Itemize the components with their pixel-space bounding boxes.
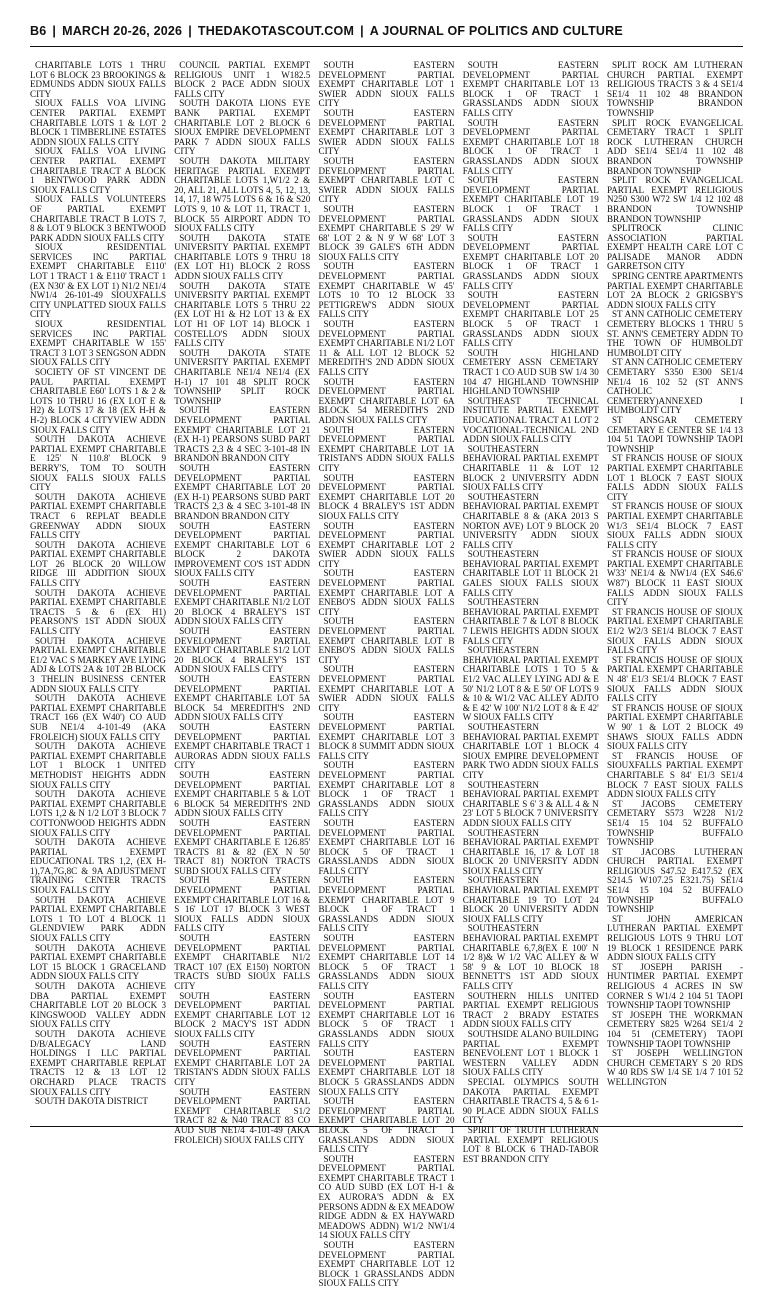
property-listing-entry: SOUTH EASTERN DEVELOPMENT PARTIAL EXEMPT CHARITABLE LOT 19 BLOCK 1 OF TRACT 1 GRASSLANDS ADDN SIOUX FALLS CITY [462,175,599,234]
property-listing-entry: SOUTHEASTERN BEHAVIORAL PARTIAL EXEMPT CHARITABLE 16, 17 & LOT 18 BLOCK 20 UNIVERSITY ADDN SIOUX FALLS CITY [462,827,599,876]
property-listing-entry: SOUTH EASTERN DEVELOPMENT PARTIAL EXEMPT CHARITABLE LOT A ENEBO'S ADDN SIOUX FALLS CITY [318,568,455,617]
property-listing-entry: SOUTH EASTERN DEVELOPMENT PARTIAL EXEMPT CHARITABLE LOT 16 & S 16' LOT 17 BLOCK 3 WEST SIOUX FALLS ADDN SIOUX FALLS CITY [174,875,311,934]
property-listing-entry: ST FRANCIS HOUSE OF SIOUX PARTIAL EXEMPT CHARITABLE W33' NE1/4 & NW1/4 (EX S46.6' W87') BLOCK 11 EAST SIOUX FALLS ADDN SIOUX FALLS CITY [607,549,743,608]
text-column-2 [174,60,311,1145]
property-listing-entry: SOUTH DAKOTA DISTRICT [35,1096,148,1107]
property-listing-entry: SPLIT ROCK EVANGELICAL CEMETARY TRACT 1 SPLIT ROCK LUTHERAN CHURCH ADD SE1/4 SE1/4 11 102 48 BRANDON TOWNSHIP BRANDON TOWNSHIP [607,117,743,176]
property-listing-entry: SPLIT ROCK EVANGELICAL PARTIAL EXEMPT RELIGIOUS N250 S300 W72 SW 1/4 12 102 48 BRANDON TOWNSHIP BRANDON TOWNSHIP [607,175,743,224]
property-listing-entry: SOUTH EASTERN DEVELOPMENT PARTIAL EXEMPT CHARITABLE LOT 20 (EX H-1) PEARSONS SUBD PART TRACTS 2,3 & 4 SEC 3-101-48 IN BRANDON BRANDON CITY [174,462,311,521]
property-listing-entry: SOUTH EASTERN DEVELOPMENT PARTIAL EXEMPT CHARITABLE LOT 1A TRISTAN'S ADDN SIOUX FALLS CITY [318,424,455,473]
property-listing-entry: SOUTH EASTERN DEVELOPMENT PARTIAL EXEMPT CHARITABLE N1/2 LOT 20 BLOCK 4 BRALEY'S 1ST ADDN SIOUX FALLS CITY [174,578,311,627]
property-listing-entry: SOUTHEASTERN BEHAVIORAL PARTIAL EXEMPT CHARITABLE LOT 1 BLOCK 4 SIOUX EMPIRE DEVELOPMENT PARK TWO ADDN SIOUX FALLS CITY [462,721,599,780]
property-listing-entry: SOUTH EASTERN DEVELOPMENT PARTIAL EXEMPT CHARITABLE LOT 18 BLOCK 5 GRASSLANDS ADDN SIOUX FALLS CITY [318,1048,455,1097]
property-listing-entry: SOUTH EASTERN DEVELOPMENT PARTIAL EXEMPT CHARITABLE LOT 18 BLOCK 1 OF TRACT 1 GRASSLANDS ADDN SIOUX FALLS CITY [462,117,599,176]
property-listing-entry: SIOUX RESIDENTIAL SERVICES INC PARTIAL EXEMPT CHARITABLE E110' LOT 1 TRACT 1 & E110' TRACT 1 (EX N30' & EX LOT 1) N1/2 NE1/4 NW1/4 26-101-49 SIOUXFALLS CITY UNPLATTED SIOUX FALLS CITY [30,242,166,320]
site-url[interactable]: THEDAKOTASCOUT.COM [197,24,355,38]
property-listing-entry: CHARITABLE LOTS 1 THRU LOT 6 BLOCK 23 BROOKINGS & EDMUNDS ADDN SIOUX FALLS CITY [30,60,166,99]
property-listing-entry: SOUTHEAST TECHNICAL INSTITUTE PARTIAL EXEMPT EDUCATIONAL TRACT A1 LOT 2 VOCATIONAL-TECHNICAL 2ND ADDN SIOUX FALLS CITY [462,395,599,445]
property-listing-entry: ST FRANCIS HOUSE OF SIOUX PARTIAL EXEMPT CHARITABLE E1/2 W2/3 SE1/4 BLOCK 7 EAST SIOUX FALLS ADDN SIOUX FALLS CITY [607,606,743,656]
property-listing-entry: ST JACOBS CEMETERY CEMETARY S573 W228 N1/2 SE1/4 15 104 52 BUFFALO TOWNSHIP BUFFALO TOWNSHIP [607,798,743,848]
property-listing-entry: SOUTH EASTERN DEVELOPMENT PARTIAL EXEMPT CHARITABLE LOT 3 SWIER ADDN SIOUX FALLS CITY [318,107,455,157]
property-listing-entry: SIOUX FALLS VOLUNTEERS OF PARTIAL EXEMPT CHARITABLE TRACT B LOTS 7, 8 & LOT 9 BLOCK 3 BENTWOOD PARK ADDN SIOUX FALLS CITY [30,194,166,243]
property-listing-entry: SOUTH DAKOTA ACHIEVE PARTIAL EXEMPT CHARITABLE TRACT 166 (EX W40') CO AUD SUB NE1/4 4-101-49 (AKA FROLEICH) SIOUX FALLS CITY [30,693,166,742]
property-listing-entry: SOUTHEASTERN BEHAVIORAL PARTIAL EXEMPT CHARITABLE LOT 11 BLOCK 21 GALES SIOUX FALLS SIOUX FALLS CITY [462,549,599,598]
property-listing-entry: SOUTH EASTERN DEVELOPMENT PARTIAL EXEMPT CHARITABLE LOT 21 (EX H-1) PEARSONS SUBD PART TRACTS 2,3 & 4 SEC 3-101-48 IN BRANDON BRANDON CITY [174,405,311,464]
text-column-1 [30,61,166,1124]
property-listing-entry: SOUTH DAKOTA ACHIEVE PARTIAL EXEMPT CHARITABLE TRACT 6 REPLAT BEADLE GREENWAY ADDN SIOUX FALLS CITY [30,491,166,541]
header-separator: | [52,24,57,38]
property-listing-entry: ST ANN CATHOLIC CEMETERY CEMETARY S350 E300 SE1/4 NE1/4 16 102 52 (ST ANN'S CATHOLIC CEMETERY)ANNEXED I HUMBOLDT CITY [607,357,743,416]
property-listing-entry: SOUTH DAKOTA STATE UNIVERSITY PARTIAL EXEMPT CHARITABLE LOTS 9 THRU 18 (EX LOT H1) BLOCK 2 ROSS ADDN SIOUX FALLS CITY [174,232,311,282]
property-listing-entry: ST JOSEPH PARISH - HUNTIMER PARTIAL EXEMPT RELIGIOUS 4 ACRES IN SW CORNER S W1/4 2 104 51 TAOPI TOWNSHIP TAOPI TOWNSHIP [607,961,743,1011]
property-listing-entry: COUNCIL PARTIAL EXEMPT RELIGIOUS UNIT 1 W182.5 BLOCK 2 PACE ADDN SIOUX FALLS CITY [174,60,311,99]
property-listing-entry: SOUTH EASTERN DEVELOPMENT PARTIAL EXEMPT CHARITABLE N1/2 TRACT 107 (EX E150) NORTON TRACTS SUBD SIOUX FALLS CITY [174,933,311,991]
property-listing-entry: ST JOSEPH WELLINGTON CHURCH CEMETARY S 20 RDS W 40 RDS SW 1/4 SE 1/4 7 101 52 WELLINGTON [607,1048,743,1087]
property-listing-entry: SOUTHEASTERN BEHAVIORAL PARTIAL EXEMPT CHARITABLE 8 & (AKA 2013 S NORTON AVE) LOT 9 BLOCK 20 UNIVERSITY ADDN SIOUX FALLS CITY [462,491,599,550]
property-listing-entry: SOUTH EASTERN DEVELOPMENT PARTIAL EXEMPT CHARITABLE LOT 16 BLOCK 5 OF TRACT 1 GRASSLANDS ADDN SIOUX FALLS CITY [318,990,455,1049]
property-listing-entry: SOUTH EASTERN DEVELOPMENT PARTIAL EXEMPT CHARITABLE S1/2 TRACT 82 & N40 TRACT 83 CO AUD SUB NE1/4 4-101-49 (AKA FROLEICH) SIOUX FALLS CITY [174,1086,311,1145]
property-listing-entry: SOUTH EASTERN DEVELOPMENT PARTIAL EXEMPT CHARITABLE LOT 2A TRISTAN'S ADDN SIOUX FALLS CITY [174,1038,311,1087]
page-header [30,20,745,42]
property-listing-entry: SOUTH DAKOTA ACHIEVE PARTIAL EXEMPT CHARITABLE E 125' N 110.8' BLOCK 9 BERRY'S, TOM TO SOUTH SIOUX FALLS SIOUX FALLS CITY [30,434,166,493]
property-listing-entry: SOUTH DAKOTA ACHIEVE PARTIAL EXEMPT CHARITABLE TRACTS 5 & 6 (EX H1) PEARSON'S 1ST ADDN SIOUX FALLS CITY [30,587,166,637]
issue-date: MARCH 20-26, 2026 [62,24,183,38]
property-listing-entry: SOUTH DAKOTA ACHIEVE PARTIAL EXEMPT CHARITABLE LOT 15 BLOCK 1 GRACELAND ADDN SIOUX FALLS CITY [30,942,166,982]
property-listing-entry: SOUTH EASTERN DEVELOPMENT PARTIAL EXEMPT CHARITABLE 5 & LOT 6 BLOCK 54 MEREDITH'S 2ND ADDN SIOUX FALLS CITY [174,769,311,819]
property-listing-entry: SOUTHEASTERN BEHAVIORAL PARTIAL EXEMPT CHARITABLE 7 & LOT 8 BLOCK 7 LEWIS HEIGHTS ADDN SIOUX FALLS CITY [462,597,599,646]
property-listing-entry: SOUTHERN HILLS UNITED PARTIAL EXEMPT RELIGIOUS TRACT 2 BRADY ESTATES ADDN SIOUX FALLS CITY [462,990,599,1030]
property-listing-entry: SOUTH EASTERN DEVELOPMENT PARTIAL EXEMPT CHARITABLE LOT 6 BLOCK 2 DAKOTA IMPROVEMENT CO'S 1ST ADDN SIOUX FALLS CITY [174,520,311,579]
property-listing-entry: SOUTH EASTERN DEVELOPMENT PARTIAL EXEMPT CHARITABLE LOT A SWIER ADDN SIOUX FALLS CITY [318,664,455,713]
property-listing-entry: SOUTH DAKOTA LIONS EYE BANK PARTIAL EXEMPT CHARITABLE LOT 2 BLOCK 6 SIOUX EMPIRE DEVELOPMENT PARK 7 ADDN SIOUX FALLS CITY [174,98,311,157]
property-listing-entry: SOUTHEASTERN BEHAVIORAL PARTIAL EXEMPT CHARITABLE 11 & LOT 12 BLOCK 2 UNIVERSITY ADDN SIOUX FALLS CITY [462,443,599,493]
property-listing-entry: SOUTH EASTERN DEVELOPMENT PARTIAL EXEMPT CHARITABLE TRACT 1 AURORAS ADDN SIOUX FALLS CITY [174,721,311,771]
property-listing-entry: SOUTH DAKOTA ACHIEVE PARTIAL EXEMPT EDUCATIONAL TRS 1,2, (EX H-1),7A,7G,8C & 9A ADJUSTMENT TRAINING CENTER TRACTS SIOUX FALLS CITY [30,837,166,896]
property-listing-entry: SOUTH EASTERN DEVELOPMENT PARTIAL EXEMPT CHARITABLE LOT 20 BLOCK 1 OF TRACT 1 GRASSLANDS ADDN SIOUX FALLS CITY [462,232,599,291]
property-listing-entry: ST FRANCIS HOUSE OF SIOUX PARTIAL EXEMPT CHARITABLE W1/3 SE1/4 BLOCK 7 EAST SIOUX FALLS ADDN SIOUX FALLS CITY [607,501,743,550]
property-listing-entry: ST FRANCIS HOUSE OF SIOUX PARTIAL EXEMPT CHARITABLE LOT 1 BLOCK 7 EAST SIOUX FALLS ADDN SIOUX FALLS CITY [607,453,743,502]
property-listing-entry: SOUTH EASTERN DEVELOPMENT PARTIAL EXEMPT CHARITABLE LOT 14 BLOCK 5 OF TRACT 1 GRASSLANDS ADDN SIOUX FALLS CITY [318,933,455,991]
property-listing-entry: SOUTH DAKOTA ACHIEVE DBA PARTIAL EXEMPT CHARITABLE LOT 20 BLOCK 3 KINGSWOOD VALLEY ADDN SIOUX FALLS CITY [30,981,166,1030]
text-column-5 [607,61,743,1124]
property-listing-entry: SPIRIT OF TRUTH LUTHERAN PARTIAL EXEMPT RELIGIOUS LOT 8 BLOCK 6 THAD-TABOR EST BRANDON CITY [462,1124,599,1164]
property-listing-entry: SOUTH EASTERN DEVELOPMENT PARTIAL EXEMPT CHARITABLE LOT 8 BLOCK 1 OF TRACT 1 GRASSLANDS ADDN SIOUX FALLS CITY [318,760,455,819]
property-listing-entry: SIOUX FALLS VOA LIVING CENTER PARTIAL EXEMPT CHARITABLE LOTS 1 & LOT 2 BLOCK 1 TIMBERLINE ESTATES ADDN SIOUX FALLS CITY [30,98,166,147]
property-listing-entry: ST FRANCIS HOUSE OF SIOUX PARTIAL EXEMPT CHARITABLE W 90' 1 & LOT 2 BLOCK 49 SHAWS SIOUX FALLS ADDN SIOUX FALLS CITY [607,702,743,752]
header-separator: | [360,24,364,38]
property-listing-entry: SOUTH EASTERN DEVELOPMENT PARTIAL EXEMPT CHARITABLE LOT 2 SWIER ADDN SIOUX FALLS CITY [318,520,455,569]
property-listing-entry: ST JOSEPH THE WORKMAN CEMETERY S825 W264 SE1/4 2 104 51 (CEMETERY) TAOPI TOWNSHIP TAOPI TOWNSHIP [607,1009,743,1049]
property-listing-entry: SOUTHEASTERN BEHAVIORAL PARTIAL EXEMPT CHARITABLE S 6' 3 & ALL 4 & N 23' LOT 5 BLOCK 7 UNIVERSITY ADDN SIOUX FALLS CITY [462,779,599,828]
property-listing-entry: SIOUX RESIDENTIAL SERVICES INC PARTIAL EXEMPT CHARITABLE W 155' TRACT 3 LOT 3 SENGSON ADDN SIOUX FALLS CITY [30,319,166,368]
footer-rule [30,1126,743,1127]
text-column-3 [318,60,455,1289]
property-listing-entry: SPRING CENTRE APARTMENTS PARTIAL EXEMPT CHARITABLE LOT 2A BLOCK 2 GRIGSBY'S ADDN SIOUX FALLS CITY [607,271,744,310]
property-listing-entry: SOUTH DAKOTA ACHIEVE PARTIAL EXEMPT CHARITABLE LOT 26 BLOCK 20 WILLOW RIDGE III ADDITION SIOUX FALLS CITY [30,539,166,589]
property-listing-entry: SPECIAL OLYMPICS SOUTH DAKOTA PARTIAL EXEMPT CHARITABLE TRACTS 4, 5 & 6 1-90 PLACE ADDN SIOUX FALLS CITY [462,1076,599,1126]
property-listing-entry: SOUTH EASTERN DEVELOPMENT PARTIAL EXEMPT CHARITABLE LOT 6A BLOCK 54 MEREDITH'S 2ND ADDN SIOUX FALLS CITY [318,376,455,425]
property-listing-entry: SOUTH EASTERN DEVELOPMENT PARTIAL EXEMPT CHARITABLE TRACT 1 CO AUD SUBD (EX LOT H-1 & EX AURORA'S ADDN & EX PERSONS ADDN & EX MEADOW RIDGE ADDN & EX HAYWARD MEADOWS ADDN) W1/2 NW1/4 14 SIOUX FALLS CITY [318,1153,455,1241]
property-listing-entry: SOUTH EASTERN DEVELOPMENT PARTIAL EXEMPT CHARITABLE LOT 1 SWIER ADDN SIOUX FALLS CITY [318,60,455,109]
property-listing-entry: SOUTH EASTERN DEVELOPMENT PARTIAL EXEMPT CHARITABLE N1/2 LOT 11 & ALL LOT 12 BLOCK 52 MEREDITH'S 2ND ADDN SIOUX FALLS CITY [318,319,455,377]
property-listing-entry: SOUTH EASTERN DEVELOPMENT PARTIAL EXEMPT CHARITABLE LOT C SWIER ADDN SIOUX FALLS CITY [318,155,455,205]
property-listing-entry: SOUTH DAKOTA ACHIEVE PARTIAL EXEMPT CHARITABLE E1/2 VAC S MARKEY AVE LYING ADJ & LOTS 2A & 10T 2B BLOCK 3 THELIN BUSINESS CENTER ADDN SIOUX FALLS CITY [30,635,166,694]
property-listing-entry: SOUTH DAKOTA ACHIEVE PARTIAL EXEMPT CHARITABLE LOTS 1,2 & N 1/2 LOT 3 BLOCK 7 COTTONWOOD HEIGHTS ADDN SIOUX FALLS CITY [30,789,166,838]
property-listing-entry: SOUTH EASTERN DEVELOPMENT PARTIAL EXEMPT CHARITABLE LOT 25 BLOCK 5 OF TRACT 1 GRASSLANDS ADDN SIOUX FALLS CITY [462,290,599,349]
property-listing-entry: SOUTH EASTERN DEVELOPMENT PARTIAL EXEMPT CHARITABLE S1/2 LOT 20 BLOCK 4 BRALEY'S 1ST ADDN SIOUX FALLS CITY [174,626,311,675]
property-listing-entry: SOUTHEASTERN BEHAVIORAL PARTIAL EXEMPT CHARITABLE LOTS 1 TO 5 & E1/2 VAC ALLEY LYING ADJ & E 50' N1/2 LOT 8 & E 50' OF LOTS 9 & 10 & W1/2 VAC ALLEY ADJTO & E 42' W 100' N1/2 LOT 8 & E 42' W SIOUX FALLS CITY [462,645,599,723]
property-listing-entry: ST JACOBS LUTHERAN CHURCH PARTIAL EXEMPT RELIGIOUS S47.52 E417.52 (EX S214.5 W107.25 E321.75) SE1/4 SE1/4 15 104 52 BUFFALO TOWNSHIP BUFFALO TOWNSHIP [607,846,743,915]
property-listing-entry: ST FRANCIS HOUSE OF SIOUX PARTIAL EXEMPT CHARITABLE N 48' E1/3 SE1/4 BLOCK 7 EAST SIOUX FALLS ADDN SIOUX FALLS CITY [607,654,743,704]
header-rule [30,46,743,47]
property-listing-entry: SIOUX FALLS VOA LIVING CENTER PARTIAL EXEMPT CHARITABLE TRACT A BLOCK 1 BENTWOOD PARK ADDN SIOUX FALLS CITY [30,146,166,195]
property-listing-entry: SOUTH EASTERN DEVELOPMENT PARTIAL EXEMPT CHARITABLE LOT 5A BLOCK 54 MEREDITH'S 2ND ADDN SIOUX FALLS CITY [174,674,311,723]
header-separator: | [188,24,192,38]
property-listing-entry: SOUTH EASTERN DEVELOPMENT PARTIAL EXEMPT CHARITABLE LOT 12 BLOCK 1 GRASSLANDS ADDN SIOUX FALLS CITY [318,1240,455,1289]
property-listing-entry: SOUTH DAKOTA ACHIEVE PARTIAL EXEMPT CHARITABLE LOT 1 BLOCK 1 UNITED METHODIST HEIGHTS ADDN SIOUX FALLS CITY [30,741,166,790]
property-listing-entry: SOUTH DAKOTA MILITARY HERITAGE PARTIAL EXEMPT CHARITABLE LOTS 1,W1/2 2 & 20, ALL 21, ALL LOTS 4, 5, 12, 13, 14, 17, 18 W75 LOTS 6 & 16 & S20 LOTS 9, 10 & LOT 11, TRACT 1, BLOCK 55 AIRPORT ADDN TO SIOUX FALLS CITY [174,155,311,234]
property-listing-entry: SOUTH EASTERN DEVELOPMENT PARTIAL EXEMPT CHARITABLE LOT 12 BLOCK 2 MACY'S 1ST ADDN SIOUX FALLS CITY [174,990,311,1039]
property-listing-entry: SOUTH EASTERN DEVELOPMENT PARTIAL EXEMPT CHARITABLE LOT 20 BLOCK 4 BRALEY'S 1ST ADDN SIOUX FALLS CITY [318,472,455,521]
property-listing-entry: SOUTH EASTERN DEVELOPMENT PARTIAL EXEMPT CHARITABLE LOT 3 BLOCK 8 SUMMIT ADDN SIOUX FALLS CITY [318,712,455,761]
property-listing-entry: SOUTHEASTERN BEHAVIORAL PARTIAL EXEMPT CHARITABLE 19 TO LOT 24 BLOCK 20 UNIVERSITY ADDN SIOUX FALLS CITY [462,875,599,924]
legal-notice-columns [30,60,744,1289]
property-listing-entry: SOCIETY OF ST VINCENT DE PAUL PARTIAL EXEMPT CHARITABLE E60' LOTS 1 & 2 & LOTS 10 THRU 16 (EX LOT E & H2) & LOTS 17 & 18 (EX H-H & H-2) BLOCK 4 CITYVIEW ADDN SIOUX FALLS CITY [30,367,166,435]
property-listing-entry: SOUTH DAKOTA ACHIEVE PARTIAL EXEMPT CHARITABLE LOTS 1 TO LOT 4 BLOCK 11 GLENDVIEW PARK ADDN SIOUX FALLS CITY [30,894,166,944]
property-listing-entry: SOUTH EASTERN DEVELOPMENT PARTIAL EXEMPT CHARITABLE LOT 9 BLOCK 1 OF TRACT 1 GRASSLANDS ADDN SIOUX FALLS CITY [318,875,455,934]
property-listing-entry: SPLIT ROCK AM LUTHERAN CHURCH PARTIAL EXEMPT RELIGIOUS TRACTS 3 & 4 SE1/4 SE1/4 11 102 48 BRANDON TOWNSHIP BRANDON TOWNSHIP [607,60,743,118]
property-listing-entry: SOUTHSIDE ALANO BUILDING PARTIAL EXEMPT BENEVOLENT LOT 1 BLOCK 1 WESTERN VALLEY ADDN SIOUX FALLS CITY [462,1028,599,1078]
page-number: B6 [30,24,47,38]
property-listing-entry: SOUTH EASTERN DEVELOPMENT PARTIAL EXEMPT CHARITABLE LOT B ENEBO'S ADDN SIOUX FALLS CITY [318,616,455,665]
property-listing-entry: SOUTH EASTERN DEVELOPMENT PARTIAL EXEMPT CHARITABLE W 45' LOTS 10 TO 12 BLOCK 33 PETTIGREW'S ADDN SIOUX FALLS CITY [318,261,455,320]
property-listing-entry: ST JOHN AMERICAN LUTHERAN PARTIAL EXEMPT RELIGIOUS LOTS 9 THRU LOT 19 BLOCK 1 RESIDENCE PARK ADDN SIOUX FALLS CITY [607,913,743,963]
property-listing-entry: SOUTHEASTERN BEHAVIORAL PARTIAL EXEMPT CHARITABLE 6,7,8(EX E 100' N 1/2 8)& W 1/2 VAC ALLEY & W 58' 9 & LOT 10 BLOCK 18 BENNETT'S 1ST ADD SIOUX FALLS CITY [462,923,599,991]
property-listing-entry: SOUTH EASTERN DEVELOPMENT PARTIAL EXEMPT CHARITABLE LOT 20 BLOCK 5 OF TRACT 1 GRASSLANDS ADDN SIOUX FALLS CITY [318,1096,455,1155]
property-listing-entry: SOUTH DAKOTA ACHIEVE D/B/ALEGACY LAND HOLDINGS I LLC PARTIAL EXEMPT CHARITABLE REPLAT TRACTS 12 & 13 LOT 12 ORCHARD PLACE TRACTS SIOUX FALLS CITY [30,1028,166,1097]
property-listing-entry: ST ANSGAR CEMETERY CEMETARY E CENTER SE 1/4 13 104 51 TAOPI TOWNSHIP TAOPI TOWNSHIP [607,414,743,454]
publication-tagline: A JOURNAL OF POLITICS AND CULTURE [369,24,623,38]
property-listing-entry: SPLITROCK CLINIC ASSOCIATION PARTIAL EXEMPT HEALTH CARE LOT C PALISADE MANOR ADDN GARRETSON CITY [607,223,743,272]
property-listing-entry: ST FRANCIS HOUSE OF SIOUXFALLS PARTIAL EXEMPT CHARITABLE S 84' E1/3 SE1/4 BLOCK 7 EAST SIOUX FALLS ADDN SIOUX FALLS CITY [607,750,743,800]
property-listing-entry: SOUTH DAKOTA STATE UNIVERSITY PARTIAL EXEMPT CHARITABLE NE1/4 NE1/4 (EX H-1) 17 101 48 SPLIT ROCK TOWNSHIP SPLIT ROCK TOWNSHIP [174,347,311,406]
property-listing-entry: SOUTH EASTERN DEVELOPMENT PARTIAL EXEMPT CHARITABLE E 126.85' TRACTS 81 & 82 (EX N 50' TRACT 81) NORTON TRACTS SUBD SIOUX FALLS CITY [174,817,311,876]
property-listing-entry: ST ANN CATHOLIC CEMETERY CEMETERY BLOCKS 1 THRU 5 ST. ANN'S CEMETERY ADDN TO THE TOWN OF HUMBOLDT HUMBOLDT CITY [607,309,743,358]
property-listing-entry: SOUTH HIGHLAND CEMETERY ASSN CEMETARY TRACT 1 CO AUD SUB SW 1/4 30 104 47 HIGHLAND TOWNSHIP HIGHLAND TOWNSHIP [462,347,599,397]
property-listing-entry: SOUTH EASTERN DEVELOPMENT PARTIAL EXEMPT CHARITABLE LOT 13 BLOCK 1 OF TRACT 1 GRASSLANDS ADDN SIOUX FALLS CITY [462,60,599,118]
property-listing-entry: SOUTH EASTERN DEVELOPMENT PARTIAL EXEMPT CHARITABLE LOT 16 BLOCK 5 OF TRACT 1 GRASSLANDS ADDN SIOUX FALLS CITY [318,817,455,876]
text-column-4 [462,60,599,1164]
property-listing-entry: SOUTH DAKOTA STATE UNIVERSITY PARTIAL EXEMPT CHARITABLE LOTS 5 THRU 22 (EX LOT H1 & H2 LOT 13 & EX LOT H1 OF LOT 14) BLOCK 1 COSTELLO'S ADDN SIOUX FALLS CITY [174,280,311,349]
property-listing-entry: SOUTH EASTERN DEVELOPMENT PARTIAL EXEMPT CHARITABLE S 29' W 68' LOT 2 & N 9' W 68' LOT 3 BLOCK 39 GALE'S 6TH ADDN SIOUX FALLS CITY [318,203,455,262]
